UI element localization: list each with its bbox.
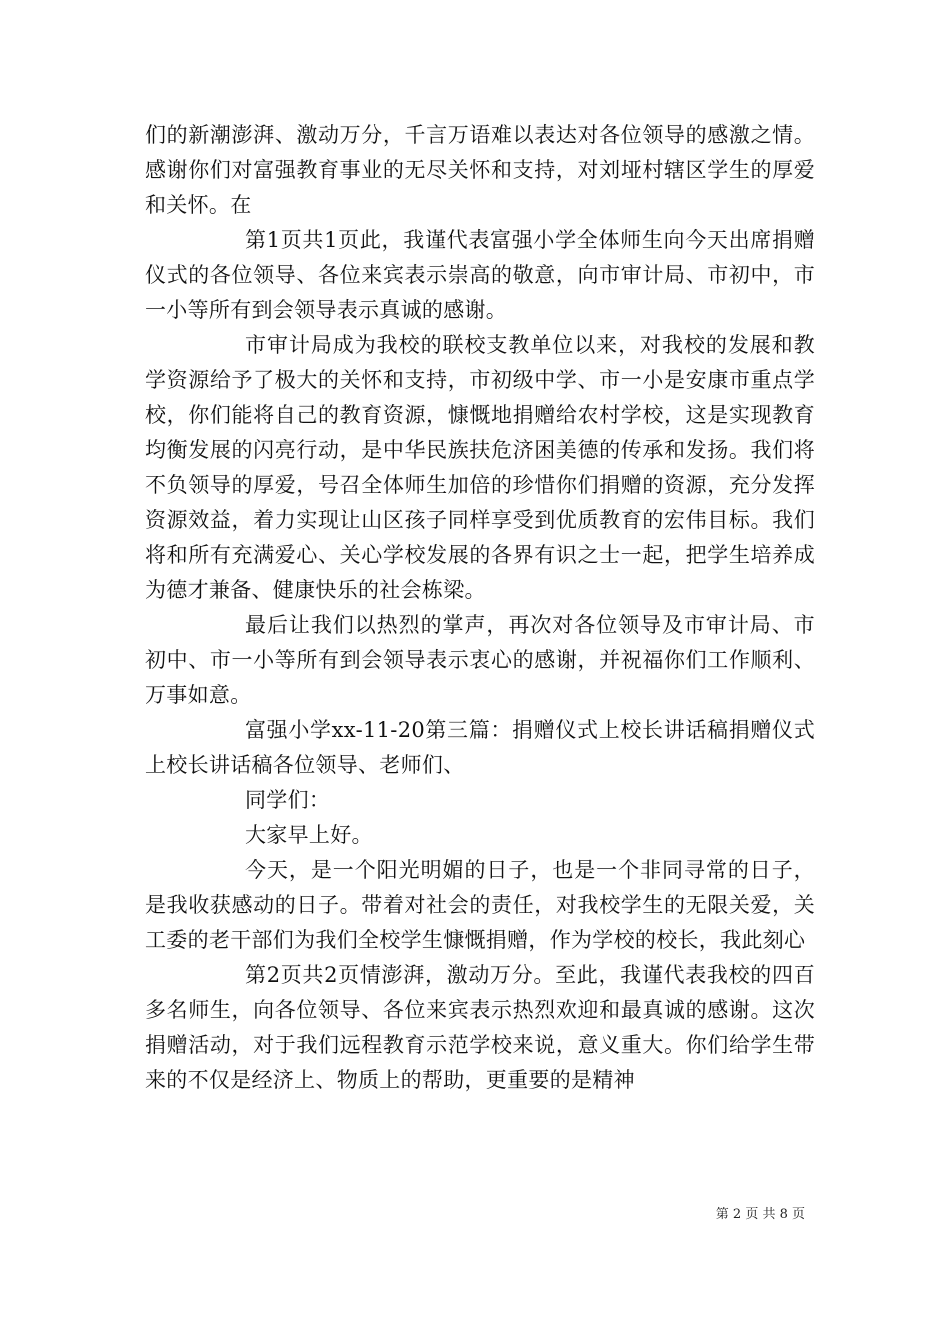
document-body bbox=[145, 118, 815, 1098]
paragraph-7: 大家早上好。 bbox=[245, 823, 373, 847]
page-number-footer: 第 2 页 共 8 页 bbox=[715, 1207, 805, 1222]
paragraph-5: 富强小学xx-11-20第三篇：捐赠仪式上校长讲话稿捐赠仪式上校长讲话稿各位领导、老师们、 bbox=[145, 718, 815, 777]
paragraph-4: 最后让我们以热烈的掌声，再次对各位领导及市审计局、市初中、市一小等所有到会领导表示衷心的感谢，并祝福你们工作顺利、万事如意。 bbox=[145, 613, 815, 707]
paragraph-8: 今天，是一个阳光明媚的日子，也是一个非同寻常的日子，是我收获感动的日子。带着对社会的责任，对我校学生的无限关爱，关工委的老干部们为我们全校学生慷慨捐赠，作为学校的校长，我此刻心 bbox=[145, 858, 815, 952]
paragraph-6: 同学们： bbox=[245, 788, 331, 812]
paragraph-9: 第2页共2页情澎湃，激动万分。至此，我谨代表我校的四百多名师生，向各位领导、各位来宾表示热烈欢迎和最真诚的感谢。这次捐赠活动，对于我们远程教育示范学校来说，意义重大。你们给学生带来的不仅是经济上、物质上的帮助，更重要的是精神 bbox=[145, 963, 815, 1092]
paragraph-3: 市审计局成为我校的联校支教单位以来，对我校的发展和教学资源给予了极大的关怀和支持，市初级中学、市一小是安康市重点学校，你们能将自己的教育资源，慷慨地捐赠给农村学校，这是实现教育均衡发展的闪亮行动，是中华民族扶危济困美德的传承和发扬。我们将不负领导的厚爱，号召全体师生加倍的珍惜你们捐赠的资源，充分发挥资源效益，着力实现让山区孩子同样享受到优质教育的宏伟目标。我们将和所有充满爱心、关心学校发展的各界有识之士一起，把学生培养成为德才兼备、健康快乐的社会栋梁。 bbox=[145, 333, 815, 602]
paragraph-1: 们的新潮澎湃、激动万分，千言万语难以表达对各位领导的感激之情。感谢你们对富强教育事业的无尽关怀和支持，对刘垭村辖区学生的厚爱和关怀。在 bbox=[145, 123, 815, 217]
paragraph-2: 第1页共1页此，我谨代表富强小学全体师生向今天出席捐赠仪式的各位领导、各位来宾表示崇高的敬意，向市审计局、市初中，市一小等所有到会领导表示真诚的感谢。 bbox=[145, 228, 815, 322]
